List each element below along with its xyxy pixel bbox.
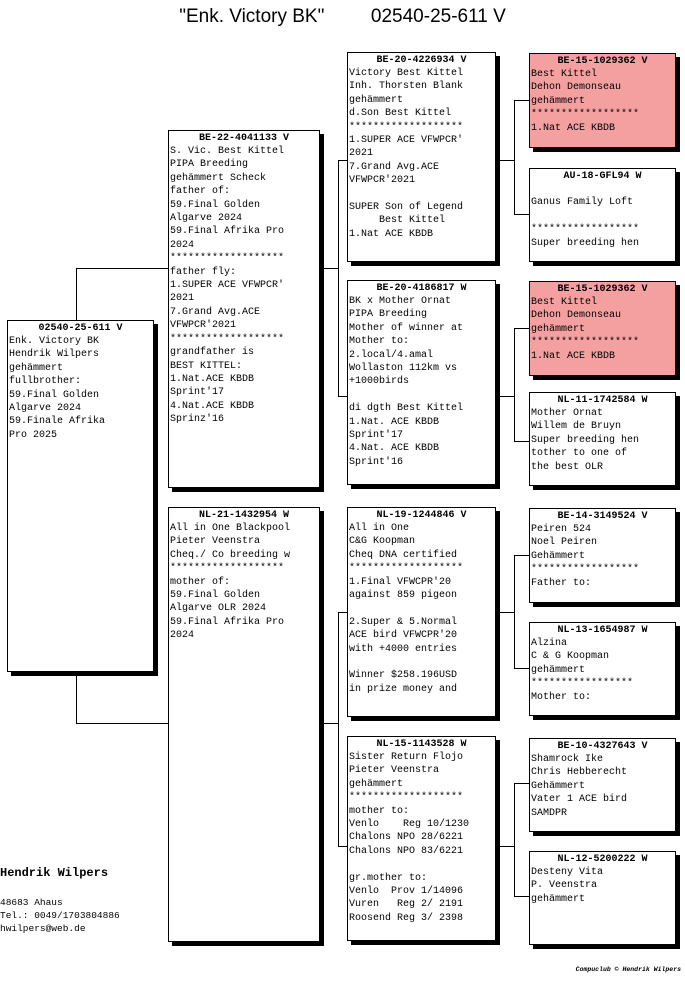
card-details: Mother Ornat Willem de Bruyn Super breeding hen tother to one of the best OLR [531,408,640,473]
card-details: BK x Mother Ornat PIPA Breeding Mother of winner at Mother to: 2.local/4.amal Wollaston 112km vs +1000birds di dgth Best Kittel 1.Nat. ACE KBDB Sprint'17 4.Nat. ACE KBDB Sprint'16 [349,296,464,468]
pedigree-title [0,6,685,28]
ring-number: NL-12-5200222 W [557,854,648,865]
ring-number: NL-13-1654987 W [557,625,648,636]
pedigree-card-subject [7,320,154,672]
pedigree-card-ggp-3 [529,281,676,376]
pedigree-card-mother [168,507,320,942]
ring-number: NL-19-1244846 V [376,510,467,521]
ring-number: BE-10-4327643 V [557,741,648,752]
connector-line [323,268,339,269]
connector-line [514,896,529,897]
connector-line [499,846,515,847]
card-details: Best Kittel Dehon Demonseau gehämmert ****************** 1.Nat ACE KBDB [531,297,640,362]
ring-number: BE-14-3149524 V [557,511,648,522]
card-details: All in One Blackpool Pieter Veenstra Cheq./ Co breeding w ******************* mother of: 59.Final Golden Algarve OLR 2024 59.Final Afrika Pro 2024 [170,523,291,642]
card-details: S. Vic. Best Kittel PIPA Breeding gehämmert Scheck father of: 59.Final Golden Algarve 2024 59.Final Afrika Pro 2024 ******************* father fly: 1.SUPER ACE VFWPCR' 2021 7.Grand Avg.ACE VFWPCR'2021 ******************* grandfather is BEST KITTEL: 1.Nat.ACE KBDB Sprint'17 4.Nat.ACE KBDB Sprinz'16 [170,146,285,426]
connector-line [514,555,529,556]
card-details: Alzina C & G Koopman gehämmert ***************** Mother to: [531,638,634,703]
connector-line [514,441,529,442]
connector-line [76,674,77,724]
connector-line [514,328,515,442]
connector-line [514,214,529,215]
ring-number: BE-15-1029362 V [557,284,648,295]
connector-line [514,668,529,669]
ring-number: NL-15-1143528 W [376,739,467,750]
connector-line [338,612,347,613]
pedigree-card-paternal-grandfather [347,52,496,262]
pedigree-card-maternal-grandfather [347,507,496,717]
pedigree-card-father [168,130,320,488]
owner-phone: Tel.: 0049/1703804886 [0,910,120,921]
ring-number: BE-22-4041133 V [198,133,289,144]
connector-line [76,268,168,269]
ring-number: NL-21-1432954 W [198,510,289,521]
credit-text: Compuclub © Hendrik Wilpers [575,966,681,973]
pedigree-card-ggp-6 [529,622,676,716]
pedigree-card-paternal-grandmother [347,280,496,485]
pedigree-card-ggp-1 [529,53,676,148]
card-details: Ganus Family Loft ****************** Super breeding hen [531,197,640,249]
owner-address: 48683 Ahaus [0,897,63,908]
connector-line [514,100,529,101]
connector-line [338,612,339,847]
ring-number: AU-18-GFL94 W [563,171,642,182]
pedigree-card-ggp-7 [529,738,676,832]
connector-line [499,396,515,397]
ring-number: BE-20-4186817 W [376,283,467,294]
owner-email: hwilpers@web.de [0,923,86,934]
connector-line [499,160,515,161]
connector-line [338,160,347,161]
pedigree-card-ggp-2 [529,168,676,262]
pedigree-card-maternal-grandmother [347,736,496,941]
ring-number: 02540-25-611 V [38,323,123,334]
ring-number: BE-15-1029362 V [557,56,648,67]
card-details: Peiren 524 Noel Peiren Gehämmert ****************** Father to: [531,524,640,589]
connector-line [76,723,168,724]
card-details: Desteny Vita P. Veenstra gehämmert [531,867,604,905]
owner-name: Hendrik Wilpers [0,866,109,880]
card-details: All in One C&G Koopman Cheq DNA certified ******************* 1.Final VFWCPR'20 against 859 pigeon 2.Super & 5.Normal ACE bird VFWCPR'20 with +4000 entries Winner $258.196USD in prize money and [349,523,464,695]
connector-line [514,783,515,897]
ring-number: BE-20-4226934 V [376,55,467,66]
card-details: Sister Return Flojo Pieter Veenstra gehämmert ******************* mother to: Venlo Reg 10/1230 Chalons NPO 28/6221 Chalons NPO 83/6221 gr.mother to: Venlo Prov 1/14096 Vuren Reg 2/ 2191 Roosend Reg 3/ 2398 [349,752,470,924]
pedigree-card-ggp-8 [529,851,676,945]
pigeon-ring-number: 02540-25-611 V [370,6,506,27]
card-details: Victory Best Kittel Inh. Thorsten Blank gehämmert d.Son Best Kittel ******************* 1.SUPER ACE VFWPCR' 2021 7.Grand Avg.ACE VFWPCR'2021 SUPER Son of Legend Best Kittel 1.Nat ACE KBDB [349,68,464,240]
connector-line [514,783,529,784]
pedigree-card-ggp-4 [529,392,676,486]
connector-line [499,612,515,613]
connector-line [338,396,347,397]
connector-line [338,846,347,847]
connector-line [76,268,77,324]
pedigree-card-ggp-5 [529,508,676,603]
owner-info [0,866,120,935]
ring-number: NL-11-1742584 W [557,395,648,406]
card-details: Best Kittel Dehon Demonseau gehämmert ****************** 1.Nat ACE KBDB [531,69,640,134]
connector-line [338,160,339,396]
card-details: Enk. Victory BK Hendrik Wilpers gehämmert fullbrother: 59.Final Golden Algarve 2024 59.Finale Afrika Pro 2025 [9,336,106,441]
connector-line [514,328,529,329]
connector-line [323,723,339,724]
connector-line [514,100,515,215]
pigeon-name: "Enk. Victory BK" [179,6,325,27]
card-details: Shamrock Ike Chris Hebberecht Gehämmert Vater 1 ACE bird SAMDPR [531,754,628,819]
